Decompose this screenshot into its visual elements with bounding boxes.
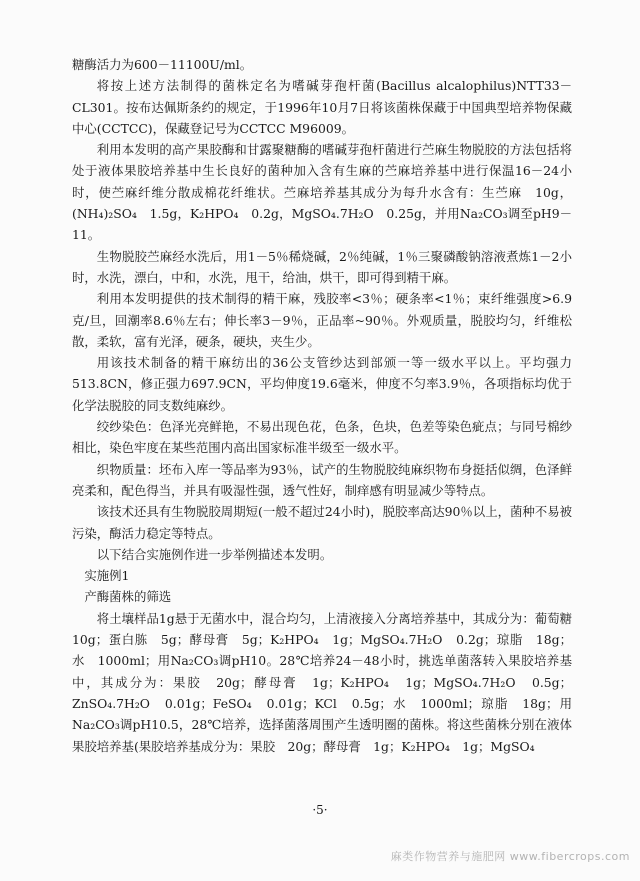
example-heading: 实施例1 [84, 568, 130, 584]
document-body [72, 54, 585, 757]
paragraph: 利用本发明的高产果胶酶和甘露聚糖酶的嗜碱芽孢杆菌进行苎麻生物脱胶的方法包括将处于液体果胶培养基中生长良好的菌种加入含有生麻的苎麻培养基中进行保温16－24小时，使苎麻纤维分散成棉花纤维状。苎麻培养基其成分为每升水含有：生苎麻 10g，(NH₄)₂SO₄ 1.5g，K₂HPO₄ 0.2g，MgSO₄.7H₂O 0.25g，并用Na₂CO₃调至pH9－11。 [72, 142, 572, 243]
paragraph: 将土壤样品1g悬于无菌水中，混合均匀，上清液接入分离培养基中，其成分为：葡萄糖 10g；蛋白胨 5g；酵母膏 5g；K₂HPO₄ 1g；MgSO₄.7H₂O 0.2g；琼脂 18g；水 1000ml；用Na₂CO₃调pH10。28℃培养24－48小时，挑选单菌落转入果胶培养基中，其成分为：果胶 20g；酵母膏 1g；K₂HPO₄ 1g；MgSO₄.7H₂O 0.5g；ZnSO₄.7H₂O 0.01g；FeSO₄ 0.01g；KCl 0.5g；水 1000ml；琼脂 18g；用Na₂CO₃调pH10.5，28℃培养，选择菌落周围产生透明圈的菌株。将这些菌株分别在液体果胶培养基(果胶培养基成分为：果胶 20g；酵母膏 1g；K₂HPO₄ 1g；MgSO₄ [72, 610, 585, 754]
watermark: 麻类作物营养与施肥网 www.fibercrops.com [390, 850, 630, 863]
paragraph: 以下结合实施例作进一步举例描述本发明。 [96, 546, 333, 562]
paragraph: 织物质量：坯布入库一等品率为93％，试产的生物脱胶纯麻织物布身挺括似绸，色泽鲜亮柔和，配色得当，并具有吸湿性强，透气性好，制痒感有明显减少等特点。 [72, 461, 572, 498]
paragraph: 将按上述方法制得的菌株定名为嗜碱芽孢杆菌(Bacillus alcalophilus)NTT33－CL301。按布达佩斯条约的规定，于1996年10月7日将该菌株保藏于中国典型培养物保藏中心(CCTCC)，保藏登记号为CCTCC M96009。 [72, 78, 572, 136]
page-number: ·5· [312, 803, 328, 817]
section-heading: 产酶菌株的筛选 [84, 589, 172, 605]
paragraph: 利用本发明提供的技术制得的精干麻，残胶率<3％；硬条率<1％；束纤维强度>6.9克/旦，回潮率8.6％左右；伸长率3－9％，正品率~90％。外观质量，脱胶均匀，纤维松散，柔软，富有光泽，硬条，硬块，夹生少。 [72, 291, 572, 349]
paragraph: 绞纱染色：色泽光亮鲜艳，不易出现色花，色条，色块，色差等染色疵点；与同号棉纱相比，染色牢度在某些范围内高出国家标准半级至一级水平。 [72, 419, 572, 456]
paragraph: 糖酶活力为600－11100U/ml。 [72, 57, 253, 72]
paragraph: 用该技术制备的精干麻纺出的36公支管纱达到部颁一等一级水平以上。平均强力513.8CN，修正强力697.9CN，平均伸度19.6毫米，伸度不匀率3.9％，各项指标均优于化学法脱胶的同支数纯麻纱。 [72, 355, 572, 413]
paragraph: 该技术还具有生物脱胶周期短(一般不超过24小时)，脱胶率高达90％以上，菌种不易被污染，酶活力稳定等特点。 [72, 504, 572, 541]
paragraph: 生物脱胶苎麻经水洗后，用1－5％稀烧碱，2％纯碱，1％三聚磷酸钠溶液煮炼1－2小时，水洗，漂白，中和，水洗，甩干，给油，烘干，即可得到精干麻。 [72, 248, 572, 285]
